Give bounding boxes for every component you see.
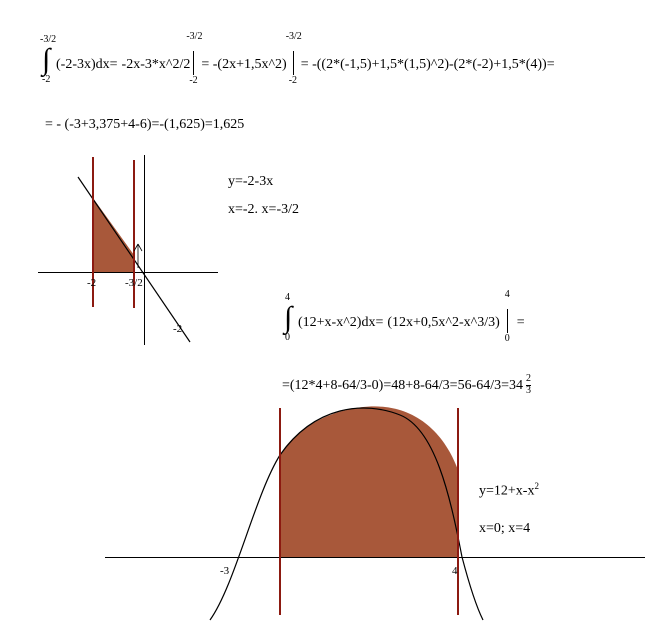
problem2-label-x1: -3 (220, 565, 230, 577)
eval-bar-2 (504, 289, 513, 344)
eval-lower-1a: -2 (189, 75, 198, 86)
problem2-vline-x-4 (457, 408, 459, 615)
problem1-formula-line1 (40, 31, 555, 86)
problem2-result-text: =(12*4+8-64/3-0)=48+8-64/3=56-64/3=34 (282, 378, 524, 394)
problem1-annotation-function: y=-2-3x (228, 174, 274, 189)
integral-lower-limit-2: 0 (285, 332, 290, 343)
eval-bar-1b (285, 31, 302, 86)
problem1-graph (30, 145, 260, 365)
problem2-annotation-bounds: x=0; x=4 (479, 521, 531, 536)
eval-upper-1a: -3/2 (186, 31, 203, 42)
problem2-function-text: y=12+x-x (479, 483, 535, 499)
problem1-axis-arrow (130, 240, 146, 270)
integral-glyph-1: ∫ (42, 43, 51, 76)
problem1-label-x2: -3/2 (125, 277, 143, 289)
fraction-denominator: 3 (526, 384, 532, 396)
problem2-graph (100, 395, 660, 625)
antiderivative-2: (12x+0,5x^2-x^3/3) (387, 315, 500, 331)
integral-upper-limit-2: 4 (285, 292, 290, 303)
eval-upper-1b: -3/2 (285, 31, 302, 42)
problem2-label-x2: 4 (452, 565, 458, 577)
eval-rule-1b (293, 51, 294, 75)
integrand-1: (-2-3x)dx= (56, 57, 118, 73)
eval-lower-2: 0 (504, 333, 510, 344)
eval-lower-1b: -2 (288, 75, 298, 86)
problem2-function-curve (100, 395, 660, 625)
problem1-formula-line2: = - (-3+3,375+4-6)=-(1,625)=1,625 (45, 117, 245, 132)
problem2-formula-line1 (282, 289, 525, 344)
formula-2-equals: = (516, 315, 525, 331)
integral-sign-2 (282, 292, 298, 343)
eval-rule-2 (507, 309, 508, 333)
problem2-function-exponent: 2 (534, 481, 539, 491)
fraction-numerator: 2 (526, 373, 532, 384)
integral-upper-limit-1: -3/2 (40, 34, 57, 45)
integral-glyph-2: ∫ (284, 301, 293, 334)
formula-1-part2: = -(2x+1,5x^2) (201, 57, 287, 73)
problem2-vline-x-0 (279, 408, 281, 615)
integrand-2: (12+x-x^2)dx= (298, 315, 384, 331)
antiderivative-1: -2x-3*x^2/2 (121, 57, 191, 73)
problem1-label-x1: -2 (87, 277, 97, 289)
eval-rule-1a (193, 51, 194, 75)
integral-lower-limit-1: -2 (42, 74, 51, 85)
formula-1-part3: = -((2*(-1,5)+1,5*(1,5)^2)-(2*(-2)+1,5*(4))= (300, 57, 555, 73)
problem2-annotation-function (479, 482, 539, 499)
problem2-result-fraction (526, 374, 531, 396)
eval-bar-1a (186, 31, 203, 86)
integral-sign-1 (40, 34, 57, 85)
eval-upper-2: 4 (504, 289, 510, 300)
problem1-annotation-bounds: x=-2. x=-3/2 (228, 202, 300, 217)
problem2-formula-line2 (282, 375, 531, 397)
problem1-label-y1: -2 (173, 323, 183, 335)
